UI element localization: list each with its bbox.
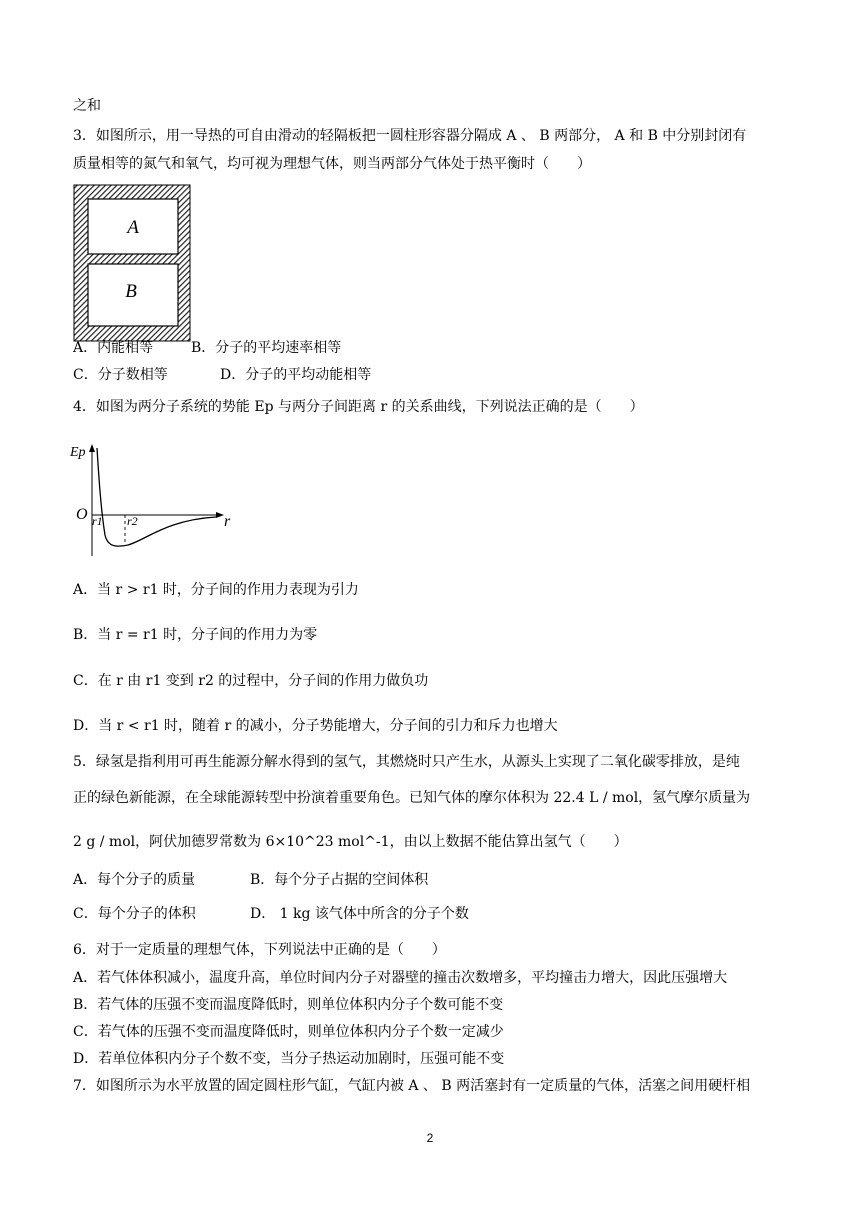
q5-line1: 5．绿氢是指利用可再生能源分解水得到的氢气，其燃烧时只产生水，从源头上实现了二氧化碳零排放，是纯 xyxy=(73,754,740,770)
q3-stem-line1: 3．如图所示，用一导热的可自由滑动的轻隔板把一圆柱形容器分隔成 A 、 B 两部分， A 和 B 中分别封闭有 xyxy=(73,128,747,144)
label-r1: r1 xyxy=(92,514,103,528)
label-ep: Ep xyxy=(70,445,86,460)
q4-option-a: A．当 r > r1 时，分子间的作用力表现为引力 xyxy=(73,582,359,598)
q3-option-b: B．分子的平均速率相等 xyxy=(191,340,342,356)
q3-option-d: D．分子的平均动能相等 xyxy=(220,367,372,383)
q6-option-b: B．若气体的压强不变而温度降低时，则单位体积内分子个数可能不变 xyxy=(73,997,504,1013)
q5-line3: 2 g / mol，阿伏加德罗常数为 6×10^23 mol^-1，由以上数据不能估算出氢气（ ） xyxy=(73,834,628,850)
label-r2: r2 xyxy=(127,514,138,528)
q5-line2: 正的绿色新能源，在全球能源转型中扮演着重要角色。已知气体的摩尔体积为 22.4 L / mol，氢气摩尔质量为 xyxy=(73,790,751,806)
label-r: r xyxy=(224,513,231,530)
q3-stem-line2: 质量相等的氮气和氧气，均可视为理想气体，则当两部分气体处于热平衡时（ ） xyxy=(73,156,591,172)
label-b: B xyxy=(125,281,137,302)
q4-stem: 4．如图为两分子系统的势能 Ep 与两分子间距离 r 的关系曲线，下列说法正确的是（ ） xyxy=(73,399,644,415)
q5-option-c: C．每个分子的体积 xyxy=(73,906,196,922)
label-a: A xyxy=(127,217,139,238)
q4-option-c: C．在 r 由 r1 变到 r2 的过程中，分子间的作用力做负功 xyxy=(73,673,429,689)
page-number: 2 xyxy=(426,1131,434,1145)
label-origin: O xyxy=(76,506,88,523)
q5-option-a: A．每个分子的质量 xyxy=(73,872,196,888)
q3-container-figure xyxy=(73,183,193,343)
carryover-text: 之和 xyxy=(73,98,101,114)
q6-stem: 6．对于一定质量的理想气体，下列说法中正确的是（ ） xyxy=(73,942,446,958)
q4-potential-energy-graph xyxy=(66,440,246,560)
q3-option-c: C．分子数相等 xyxy=(73,367,168,383)
q6-option-c: C．若气体的压强不变而温度降低时，则单位体积内分子个数一定减少 xyxy=(73,1024,504,1040)
q5-option-d: D． 1 kg 该气体中所含的分子个数 xyxy=(250,906,469,922)
q4-option-d: D．当 r < r1 时，随着 r 的减小，分子势能增大，分子间的引力和斥力也增大 xyxy=(73,718,558,734)
q3-option-a: A．内能相等 xyxy=(73,340,154,356)
q6-option-d: D．若单位体积内分子个数不变，当分子热运动加剧时，压强可能不变 xyxy=(73,1051,505,1067)
q7-stem: 7．如图所示为水平放置的固定圆柱形气缸，气缸内被 A 、 B 两活塞封有一定质量的气体，活塞之间用硬杆相 xyxy=(73,1078,751,1094)
q4-option-b: B．当 r = r1 时，分子间的作用力为零 xyxy=(73,627,318,643)
q5-option-b: B．每个分子占据的空间体积 xyxy=(250,872,429,888)
q6-option-a: A．若气体体积减小，温度升高，单位时间内分子对器壁的撞击次数增多，平均撞击力增大，因此压强增大 xyxy=(73,970,728,986)
